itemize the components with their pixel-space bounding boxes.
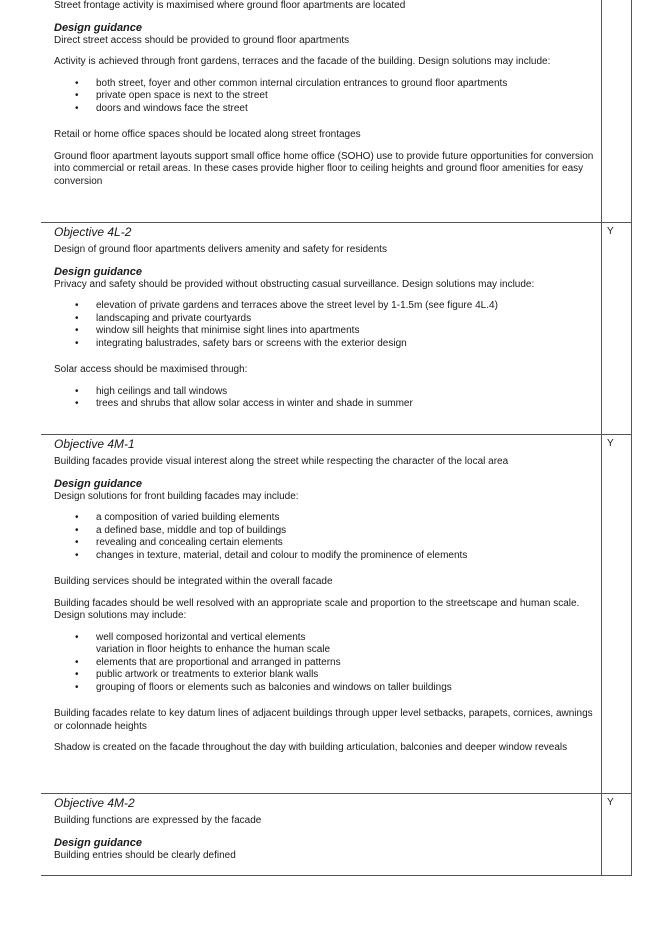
- compliance-flag: Y: [607, 797, 614, 808]
- guidance-text: Building services should be integrated within the overall facade: [54, 576, 333, 587]
- bullet-list: [54, 512, 594, 562]
- list-item: • private open space is next to the street: [54, 90, 594, 103]
- guidance-table: [41, 0, 632, 876]
- list-item: • trees and shrubs that allow solar access in winter and shade in summer: [54, 398, 594, 411]
- section-objective-4m-2: [41, 793, 632, 876]
- guidance-text: Shadow is created on the facade throughout the day with building articulation, balconies and deeper window reveals: [54, 742, 568, 753]
- list-item: variation in floor heights to enhance the human scale: [96, 644, 331, 655]
- section-4l-1-continued: [41, 0, 632, 222]
- objective-title: Objective 4M-1: [54, 437, 135, 451]
- bullet-list: [54, 386, 594, 411]
- guidance-text: Retail or home office spaces should be located along street frontages: [54, 129, 361, 140]
- design-guidance-heading: Design guidance: [54, 265, 143, 278]
- section-content: [54, 223, 594, 411]
- guidance-text: Ground floor apartment layouts support small office home office (SOHO) use to provide future opportunities for conversion into commercial or retail areas. In these cases provide higher floor to ceiling heights and ground floor amenities for easy conversion: [54, 150, 594, 187]
- list-item: • revealing and concealing certain elements: [54, 537, 594, 550]
- list-item: • a defined base, middle and top of buildings: [54, 525, 594, 538]
- bullet-list: [54, 632, 594, 695]
- section-objective-4l-2: [41, 222, 632, 435]
- bullet-list: [54, 78, 594, 116]
- list-item: • window sill heights that minimise sight lines into apartments: [54, 325, 594, 338]
- guidance-text: Building facades relate to key datum lines of adjacent buildings through upper level setbacks, parapets, cornices, awnings or colonnade heights: [54, 708, 593, 732]
- guidance-text: Building facades should be well resolved with an appropriate scale and proportion to the streetscape and human scale. Design solutions may include:: [54, 597, 580, 621]
- objective-statement: Design of ground floor apartments delivers amenity and safety for residents: [54, 244, 387, 255]
- guidance-text: Activity is achieved through front gardens, terraces and the facade of the building. Design solutions may include:: [54, 56, 551, 67]
- section-objective-4m-1: [41, 434, 632, 794]
- list-item: • both street, foyer and other common internal circulation entrances to ground floor apartments: [54, 78, 594, 91]
- list-item: • changes in texture, material, detail and colour to modify the prominence of elements: [54, 550, 594, 563]
- design-guidance-heading: Design guidance: [54, 21, 143, 34]
- list-item: • doors and windows face the street: [54, 103, 594, 116]
- objective-title: Objective 4M-2: [54, 796, 135, 810]
- compliance-flag: Y: [607, 226, 614, 237]
- bullet-list: [54, 300, 594, 350]
- design-guidance-heading: Design guidance: [54, 477, 143, 490]
- section-content: [54, 435, 594, 755]
- list-item: • grouping of floors or elements such as balconies and windows on taller buildings: [54, 682, 594, 695]
- guidance-text: Solar access should be maximised through:: [54, 364, 248, 375]
- list-item: • public artwork or treatments to exterior blank walls: [54, 669, 594, 682]
- objective-statement: Building functions are expressed by the facade: [54, 815, 262, 826]
- list-item: • high ceilings and tall windows: [54, 386, 594, 399]
- compliance-flag: Y: [607, 438, 614, 449]
- list-item: • a composition of varied building elements: [54, 512, 594, 525]
- list-item: • elevation of private gardens and terraces above the street level by 1-1.5m (see figure 4L.4): [54, 300, 594, 313]
- intro-text: Street frontage activity is maximised where ground floor apartments are located: [54, 0, 406, 11]
- section-content: [54, 0, 594, 188]
- guidance-text: Privacy and safety should be provided without obstructing casual surveillance. Design solutions may include:: [54, 278, 535, 290]
- guidance-text: Direct street access should be provided to ground floor apartments: [54, 34, 350, 46]
- design-guidance-heading: Design guidance: [54, 836, 143, 849]
- list-item: • elements that are proportional and arranged in patterns: [54, 657, 594, 670]
- list-item: • well composed horizontal and vertical elements: [54, 632, 594, 645]
- section-content: [54, 794, 594, 862]
- guidance-text: Design solutions for front building facades may include:: [54, 490, 299, 502]
- objective-statement: Building facades provide visual interest along the street while respecting the character of the local area: [54, 456, 509, 467]
- list-item: • landscaping and private courtyards: [54, 313, 594, 326]
- list-item: • integrating balustrades, safety bars or screens with the exterior design: [54, 338, 594, 351]
- objective-title: Objective 4L-2: [54, 225, 132, 239]
- guidance-text: Building entries should be clearly defined: [54, 849, 236, 861]
